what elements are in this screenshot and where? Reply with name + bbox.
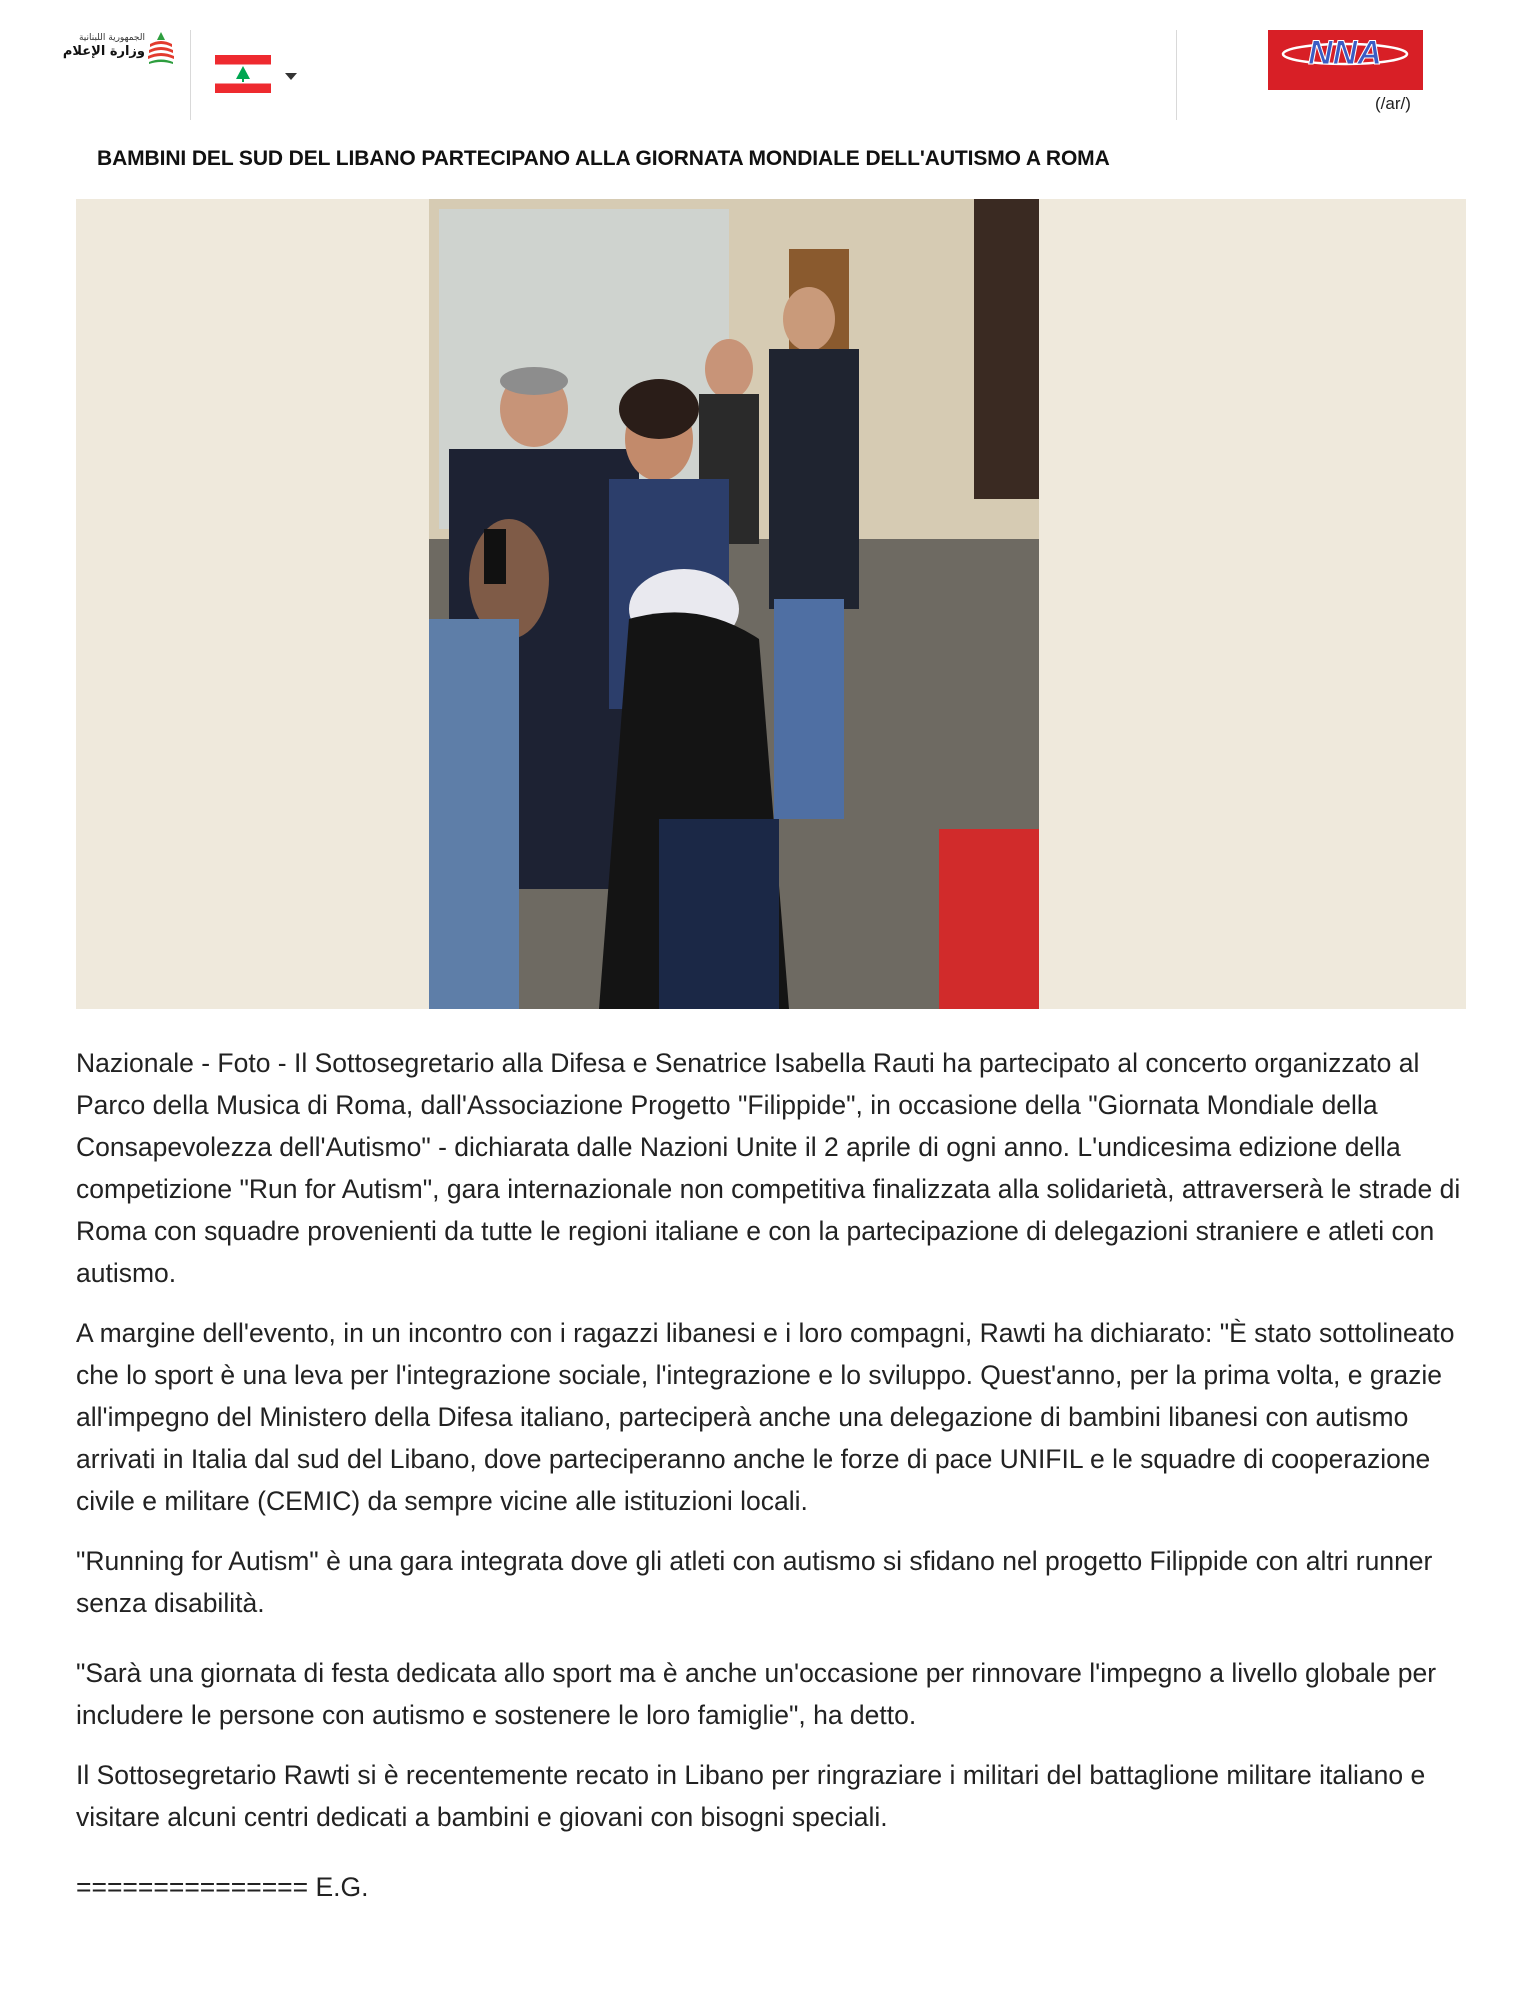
article-paragraph: "Running for Autism" è una gara integrata dove gli atleti con autismo si sfidano nel progetto Filippide con altri runner senza disabilità.	[76, 1546, 1433, 1618]
article-paragraph: "Sarà una giornata di festa dedicata allo sport ma è anche un'occasione per rinnovare l'impegno a livello globale per includere le persone con autismo e sostenere le loro famiglie", ha detto.	[76, 1658, 1437, 1730]
language-selector[interactable]	[215, 55, 305, 95]
nna-logo[interactable]	[1268, 30, 1423, 90]
article-signature: =============== E.G.	[76, 1872, 369, 1902]
arabic-version-link[interactable]: (/ar/)	[1375, 94, 1411, 113]
article-paragraph: Il Sottosegretario Rawti si è recentemente recato in Libano per ringraziare i militari del battaglione militare italiano e visitare alcuni centri dedicati a bambini e giovani con bisogni speciali.	[76, 1760, 1426, 1832]
article-photo	[429, 199, 1039, 1009]
header-divider-right	[1176, 30, 1177, 120]
article-paragraph: A margine dell'evento, in un incontro con i ragazzi libanesi e i loro compagni, Rawti ha dichiarato: "È stato sottolineato che lo sport è una leva per l'integrazione sociale, l'integrazione e lo sviluppo. Quest'anno, per la prima volta, e grazie all'impegno del Ministero della Difesa italiano, parteciperà anche una delegazione di bambini libanesi con autismo arrivati in Italia dal sud del Libano, dove parteciperanno anche le forze di pace UNIFIL e le squadre di cooperazione civile e militare (CEMIC) da sempre vicine alle istituzioni locali.	[76, 1318, 1455, 1516]
site-header	[0, 0, 1535, 125]
ministry-emblem-icon	[147, 30, 175, 66]
ministry-logo-top-text: الجمهورية اللبنانية	[78, 33, 145, 43]
ministry-logo-main-text: وزارة الإعلام	[62, 44, 145, 59]
svg-text:NNA: NNA	[1308, 34, 1382, 72]
lebanon-flag-icon	[215, 55, 271, 93]
ministry-logo-text	[55, 32, 145, 60]
article-paragraph: Nazionale - Foto - Il Sottosegretario alla Difesa e Senatrice Isabella Rauti ha partecipato al concerto organizzato al Parco della Musica di Roma, dall'Associazione Progetto "Filippide", in occasione della "Giornata Mondiale della Consapevolezza dell'Autismo" - dichiarata dalle Nazioni Unite il 2 aprile di ogni anno. L'undicesima edizione della competizione "Run for Autism", gara internazionale non competitiva finalizzata alla solidarietà, attraverserà le strade di Roma con squadre provenienti da tutte le regioni italiane e con la partecipazione di delegazioni straniere e atleti con autismo.	[76, 1048, 1461, 1288]
article-body	[76, 1042, 1476, 1926]
header-divider-left	[190, 30, 191, 120]
article-headline: BAMBINI DEL SUD DEL LIBANO PARTECIPANO ALLA GIORNATA MONDIALE DELL'AUTISMO A ROMA	[97, 147, 1110, 170]
caret-down-icon	[285, 73, 297, 80]
article-photo-container	[76, 199, 1466, 1009]
ministry-of-information-logo[interactable]	[55, 30, 175, 75]
